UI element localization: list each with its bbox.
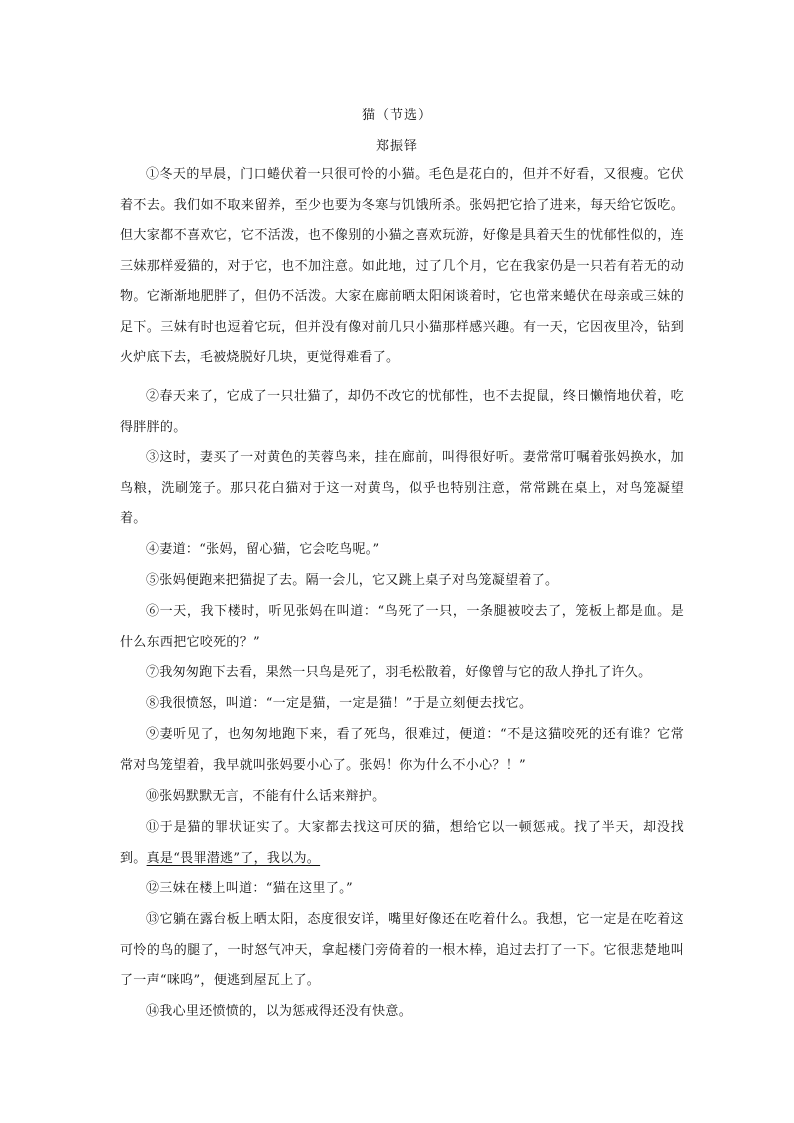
paragraph-7: ⑦我匆匆跑下去看，果然一只鸟是死了，羽毛松散着，好像曾与它的敌人挣扎了许久。 bbox=[146, 665, 652, 680]
paragraph-4: ④妻道：“张妈，留心猫，它会吃鸟呢。” bbox=[146, 542, 380, 557]
article-title: 猫（节选） bbox=[361, 108, 432, 123]
paragraph-14: ⑭我心里还愤愤的，以为惩戒得还没有快意。 bbox=[146, 1004, 413, 1019]
paragraph-6: ⑥一天，我下楼时，听见张妈在叫道：“鸟死了一只，一条腿被咬去了，笼板上都是血。是什么东西把它咬死的？” bbox=[120, 604, 684, 650]
paragraph-3: ③这时，妻买了一对黄色的芙蓉鸟来，挂在廊前，叫得很好听。妻常常叮嘱着张妈换水，加鸟粮，洗刷笼子。那只花白猫对于这一对黄鸟，似乎也特别注意，常常跳在桌上，对鸟笼凝望着。 bbox=[120, 450, 684, 526]
paragraph-8: ⑧我很愤怒，叫道：“一定是猫，一定是猫！”于是立刻便去找它。 bbox=[146, 696, 533, 711]
underlined-sentence: 真是“畏罪潜逃”了，我以为。 bbox=[146, 850, 321, 866]
article-author: 郑振铎 bbox=[375, 139, 418, 154]
paragraph-5: ⑤张妈便跑来把猫捉了去。隔一会儿，它又跳上桌子对鸟笼凝望着了。 bbox=[146, 573, 559, 588]
paragraph-1: ①冬天的早晨，门口蜷伏着一只很可怜的小猫。毛色是花白的，但并不好看，又很瘦。它伏着不去。我们如不取来留养，至少也要为冬寒与饥饿所杀。张妈把它拾了进来，每天给它饭吃。但大家都不喜欢它，它不活泼，也不像别的小猫之喜欢玩游，好像是具着天生的忧郁性似的，连三妹那样爱猫的，对于它，也不加注意。如此地，过了几个月，它在我家仍是一只若有若无的动物。它渐渐地肥胖了，但仍不活泼。大家在廊前晒太阳闲谈着时，它也常来蜷伏在母亲或三妹的足下。三妹有时也逗着它玩，但并没有像对前几只小猫那样感兴趣。有一天，它因夜里冷，钻到火炉底下去，毛被烧脱好几块，更觉得难看了。 bbox=[120, 167, 684, 365]
paragraph-12: ⑫三妹在楼上叫道：“猫在这里了。” bbox=[146, 881, 353, 896]
paragraph-13: ⑬它躺在露台板上晒太阳，态度很安详，嘴里好像还在吃着什么。我想，它一定是在吃着这可怜的鸟的腿了，一时怒气冲天，拿起楼门旁倚着的一根木棒，追过去打了一下。它很悲楚地叫了一声“咪呜”，便逃到屋瓦上了。 bbox=[120, 912, 684, 988]
paragraph-11 bbox=[120, 813, 684, 874]
paragraph-9: ⑨妻听见了，也匆匆地跑下来，看了死鸟，很难过，便道：“不是这猫咬死的还有谁？它常常对鸟笼望着，我早就叫张妈要小心了。张妈！你为什么不小心？！” bbox=[120, 727, 684, 773]
paragraph-2: ②春天来了，它成了一只壮猫了，却仍不改它的忧郁性，也不去捉鼠，终日懒惰地伏着，吃得胖胖的。 bbox=[120, 389, 684, 435]
paragraph-10: ⑩张妈默默无言，不能有什么话来辩护。 bbox=[146, 789, 386, 804]
paragraph-11-text: ⑪于是猫的罪状证实了。大家都去找这可厌的猫，想给它以一顿惩戒。找了半天，却没找到。 bbox=[120, 820, 684, 866]
